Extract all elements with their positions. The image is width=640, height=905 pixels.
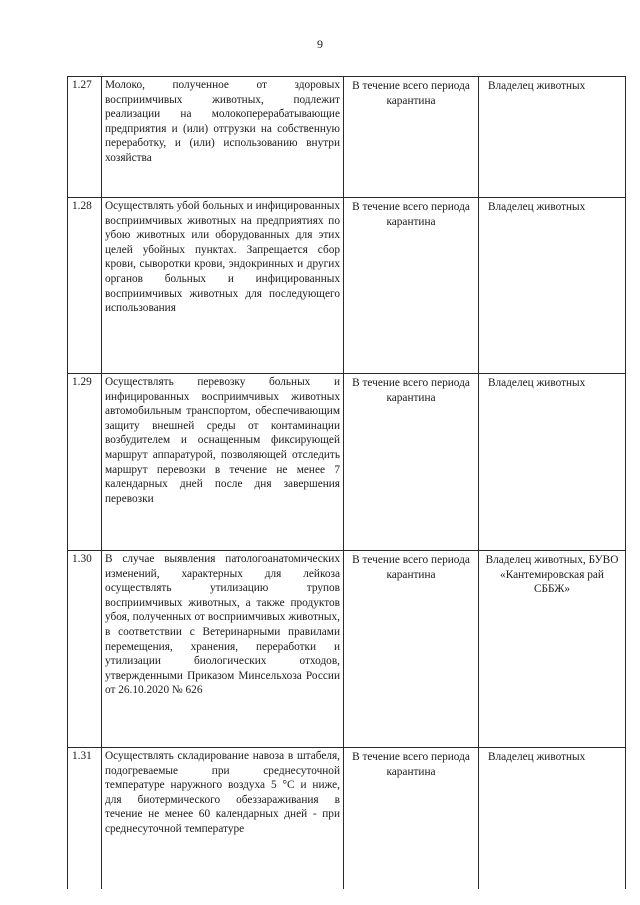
measure-text: Молоко, полученное от здоровых восприимчивых животных, подлежит реализации на молокоперерабатывающие предприятия и (или) отгрузки на собственную переработку, и (или) использованию внутри хозяйства: [105, 79, 340, 164]
measure-text: Осуществлять складирование навоза в штабеля, подогреваемые при среднесуточной температуре наружного воздуха 5 °С и ниже, для биотермического обеззараживания в течение не менее 60 календарных дней - при среднесуточной температуре: [105, 750, 340, 835]
table-row: [68, 77, 626, 198]
term-text: В течение всего периода карантина: [352, 80, 470, 107]
responsible-text: Владелец животных: [488, 751, 586, 763]
table-row: [68, 748, 626, 890]
table-row: [68, 551, 626, 748]
item-number: 1.29: [68, 374, 102, 551]
item-number: 1.31: [68, 748, 102, 890]
page-number: 9: [317, 37, 323, 51]
term-text: В течение всего периода карантина: [352, 201, 470, 228]
responsible-text: Владелец животных: [488, 377, 586, 389]
item-number: 1.30: [68, 551, 102, 748]
item-number: 1.27: [68, 77, 102, 198]
measure-text: Осуществлять убой больных и инфицированных восприимчивых животных на предприятиях по убою животных или оборудованных для этих целей убойных пунктах. Запрещается сбор крови, сыворотки крови, эндокринных и других органов больных и инфицированных восприимчивых животных для последующего использования: [105, 200, 340, 315]
term-text: В течение всего периода карантина: [352, 377, 470, 404]
measures-table: [67, 76, 626, 889]
term-text: В течение всего периода карантина: [352, 554, 470, 581]
responsible-text: Владелец животных: [488, 201, 586, 213]
responsible-text: Владелец животных, БУВО «Кантемировская рай СББЖ»: [485, 554, 619, 596]
term-text: В течение всего периода карантина: [352, 751, 470, 778]
measure-text: В случае выявления патологоанатомических изменений, характерных для лейкоза осуществлять утилизацию трупов восприимчивых животных, а также продуктов убоя, полученных от восприимчивых животных, в соответствии с Ветеринарными правилами перемещения, хранения, переработки и утилизации биологических отходов, утвержденными Приказом Минсельхоза России от 26.10.2020 № 626: [105, 553, 340, 697]
responsible-text: Владелец животных: [488, 80, 586, 92]
table-row: [68, 198, 626, 374]
measure-text: Осуществлять перевозку больных и инфицированных восприимчивых животных автомобильным транспортом, обеспечивающим защиту внешней среды от контаминации возбудителем и оснащенным фиксирующей маршрут аппаратурой, позволяющей отследить маршрут перевозки в течение не менее 7 календарных дней после дня завершения перевозки: [105, 376, 340, 505]
table-row: [68, 374, 626, 551]
item-number: 1.28: [68, 198, 102, 374]
